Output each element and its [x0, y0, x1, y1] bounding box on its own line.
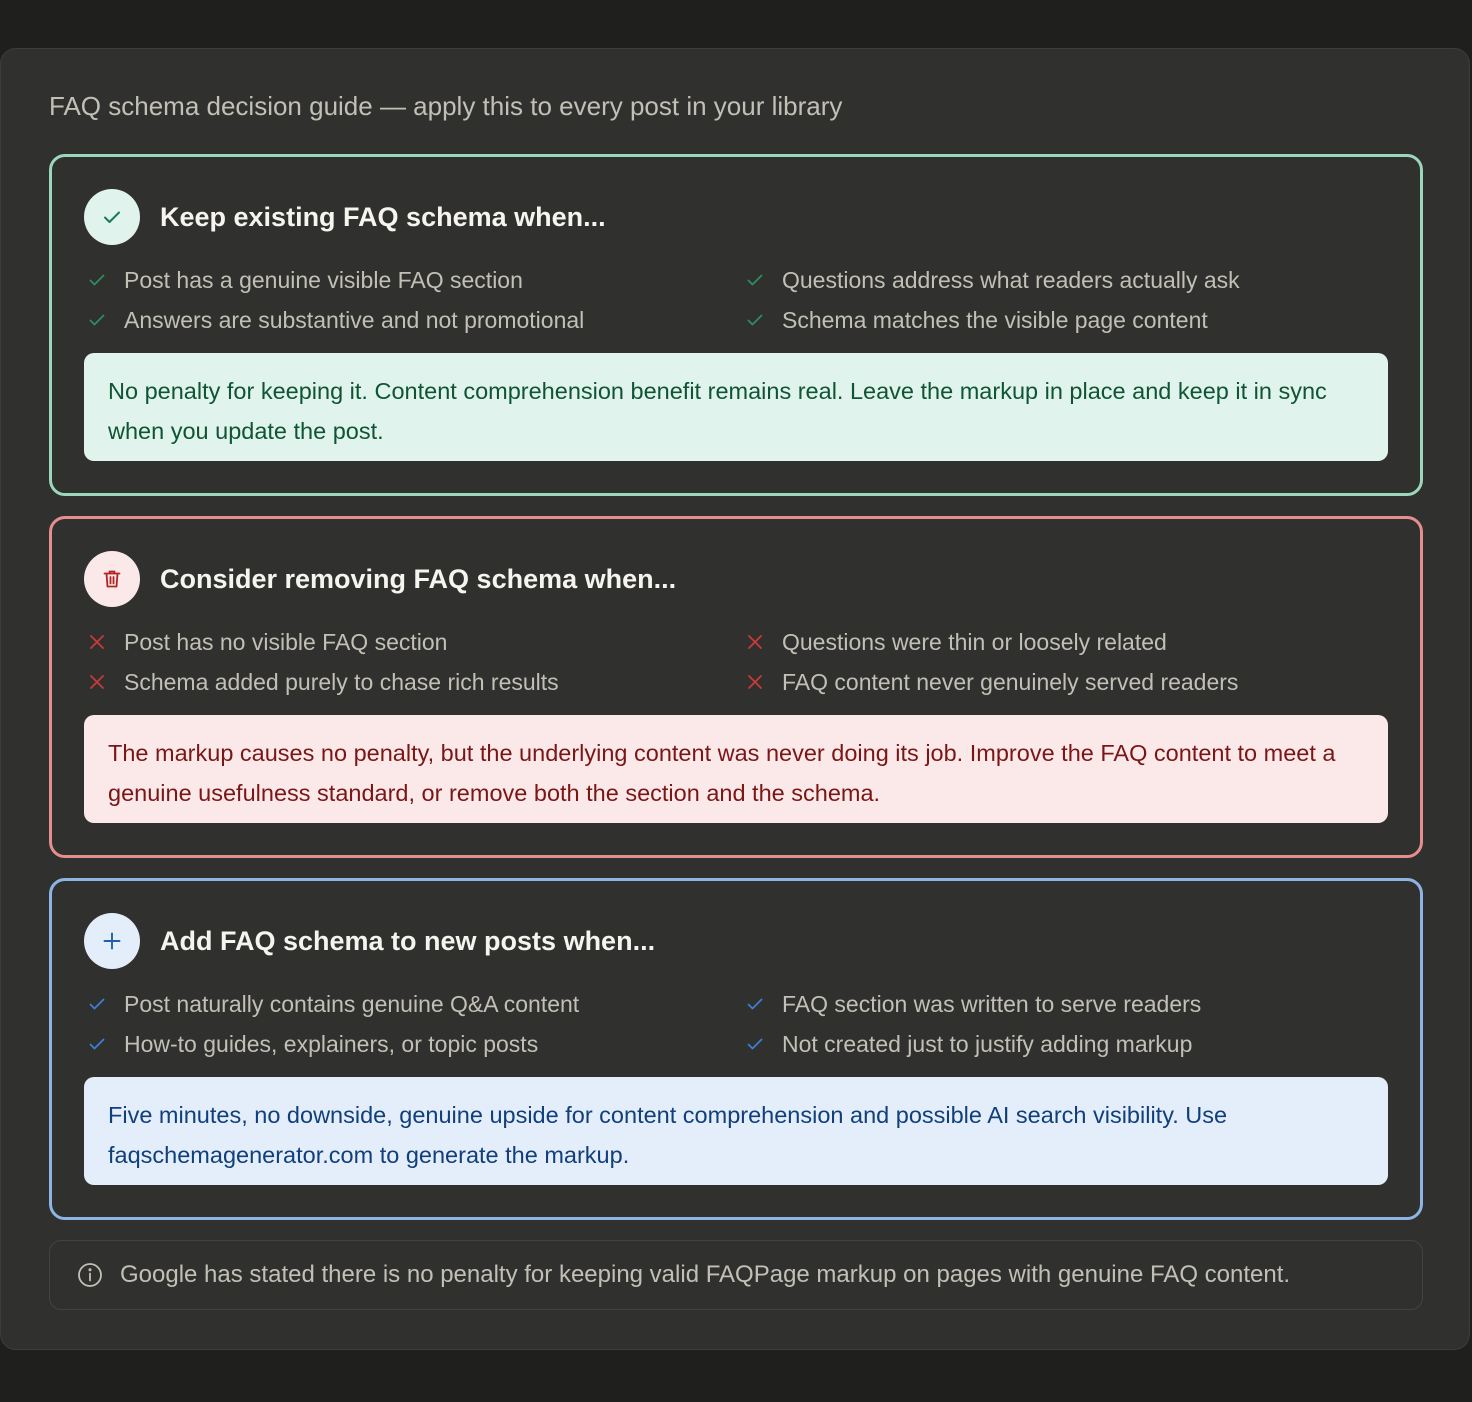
remove-schema-card	[49, 516, 1423, 858]
criteria-item	[744, 667, 1238, 697]
criteria-label: FAQ section was written to serve readers	[782, 991, 1202, 1017]
criteria-label: Answers are substantive and not promotional	[124, 307, 585, 333]
criteria-item	[744, 1029, 1192, 1059]
check-icon	[86, 269, 108, 291]
plus-icon	[84, 913, 140, 969]
info-note-text: Google has stated there is no penalty for keeping valid FAQPage markup on pages with genuine FAQ content.	[120, 1261, 1291, 1288]
criteria-item	[744, 627, 1167, 657]
check-icon	[744, 1033, 766, 1055]
guide-heading: FAQ schema decision guide — apply this to every post in your library	[49, 91, 843, 121]
check-icon	[86, 993, 108, 1015]
check-icon	[86, 1033, 108, 1055]
criteria-label: How-to guides, explainers, or topic posts	[124, 1031, 539, 1057]
x-icon	[86, 631, 108, 653]
criteria-item	[86, 305, 584, 335]
criteria-label: Post has a genuine visible FAQ section	[124, 267, 523, 293]
card-note: No penalty for keeping it. Content comprehension benefit remains real. Leave the markup in place and keep it in sync when you update the post.	[84, 353, 1388, 461]
x-icon	[86, 671, 108, 693]
card-title: Consider removing FAQ schema when...	[160, 564, 677, 594]
x-icon	[744, 671, 766, 693]
card-title: Add FAQ schema to new posts when...	[160, 926, 656, 956]
criteria-item	[744, 265, 1240, 295]
criteria-item	[744, 305, 1208, 335]
criteria-item	[86, 265, 523, 295]
criteria-item	[86, 627, 447, 657]
criteria-label: Not created just to justify adding markup	[782, 1031, 1193, 1057]
criteria-item	[86, 1029, 538, 1059]
criteria-item	[86, 667, 559, 697]
criteria-item	[744, 989, 1201, 1019]
info-icon	[76, 1261, 104, 1289]
criteria-label: Post has no visible FAQ section	[124, 629, 448, 655]
info-note	[49, 1240, 1423, 1310]
criteria-item	[86, 989, 579, 1019]
card-title: Keep existing FAQ schema when...	[160, 202, 606, 232]
add-schema-card	[49, 878, 1423, 1220]
x-icon	[744, 631, 766, 653]
criteria-label: FAQ content never genuinely served readers	[782, 669, 1239, 695]
check-icon	[744, 993, 766, 1015]
check-icon	[744, 269, 766, 291]
check-icon	[84, 189, 140, 245]
criteria-label: Post naturally contains genuine Q&A content	[124, 991, 580, 1017]
criteria-label: Schema matches the visible page content	[782, 307, 1208, 333]
keep-schema-card	[49, 154, 1423, 496]
card-note: The markup causes no penalty, but the underlying content was never doing its job. Improve the FAQ content to meet a genuine usefulness standard, or remove both the section and the schema.	[84, 715, 1388, 823]
criteria-label: Questions were thin or loosely related	[782, 629, 1167, 655]
trash-icon	[84, 551, 140, 607]
criteria-label: Questions address what readers actually ask	[782, 267, 1240, 293]
check-icon	[744, 309, 766, 331]
check-icon	[86, 309, 108, 331]
criteria-label: Schema added purely to chase rich results	[124, 669, 559, 695]
card-note: Five minutes, no downside, genuine upside for content comprehension and possible AI search visibility. Use faqschemagenerator.com to generate the markup.	[84, 1077, 1388, 1185]
